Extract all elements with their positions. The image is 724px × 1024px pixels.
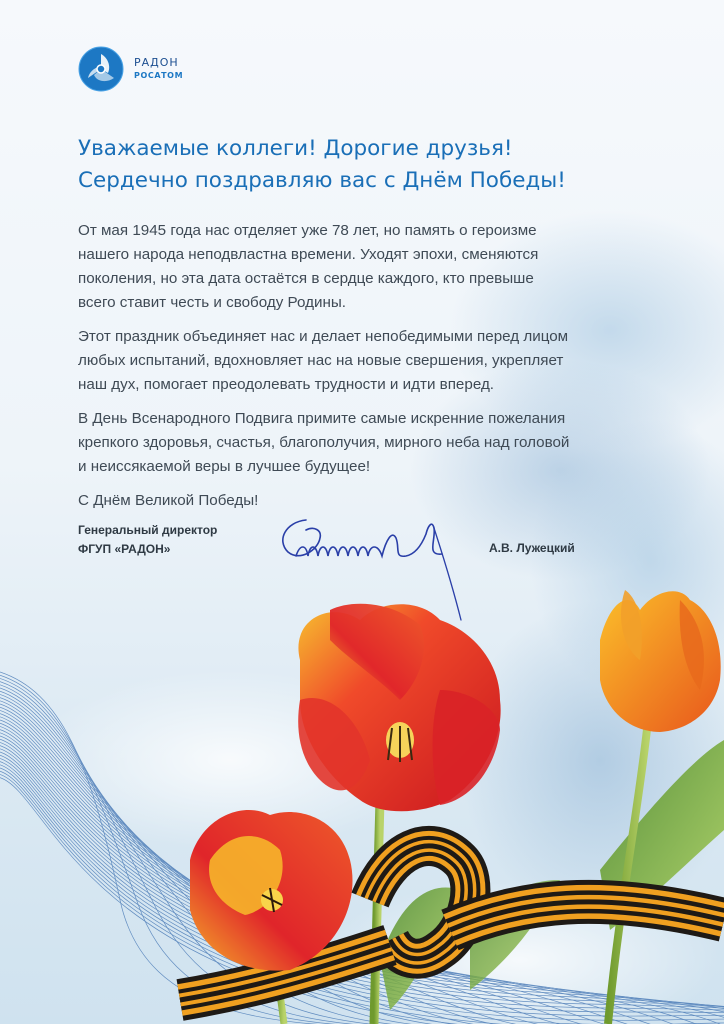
signatory-position: Генеральный директор [78,523,218,537]
heading-line-2: Сердечно поздравляю вас с Днём Победы! [78,168,566,193]
logo-name: РАДОН [134,56,179,69]
orange-tulip [600,590,721,732]
paragraph-line: поколения, но эта дата остаётся в сердце каждого, кто превыше [78,270,534,287]
paragraph-line: наш дух, помогает преодолевать трудности и идти вперед. [78,376,495,393]
paragraph-line: В День Всенародного Подвига примите самые искренние пожелания [78,410,566,427]
paragraph-line: От мая 1945 года нас отделяет уже 78 лет, но память о героизме [78,222,537,239]
heading-line-1: Уважаемые коллеги! Дорогие друзья! [78,136,513,161]
paragraph-line: Этот праздник объединяет нас и делает непобедимыми перед лицом [78,328,569,345]
paragraph-line: и неиссякаемой веры в лучшее будущее! [78,458,371,475]
paragraph-line: нашего народа неподвластна времени. Уходят эпохи, сменяются [78,246,539,263]
signatory-name: А.В. Лужецкий [489,541,575,555]
paragraph-line: С Днём Великой Победы! [78,492,259,509]
paragraph-line: всего ставит честь и свободу Родины. [78,294,346,311]
logo-parent: РОСАТОМ [134,71,184,80]
signatory-organization: ФГУП «РАДОН» [78,542,171,556]
red-tulip-large [298,604,500,811]
paragraph-line: любых испытаний, вдохновляет нас на новые свершения, укрепляет [78,352,564,369]
paragraph-line: крепкого здоровья, счастья, благополучия, мирного неба над головой [78,434,570,451]
